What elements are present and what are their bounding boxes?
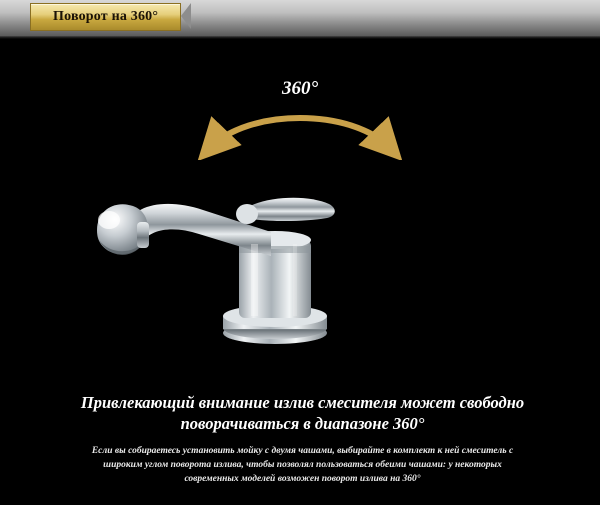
body-paragraph: Если вы собираетесь установить мойку с двумя чашами, выбирайте в комплект к ней смеситель с широким углом поворота излива, чтобы позволял пользоваться обеими чашами: у некоторых современных моделей возможен поворот излива на 360° [91,446,514,484]
ribbon-notch-right-icon [181,3,191,29]
faucet-illustration [75,170,375,355]
rotation-arc-icon [190,100,410,160]
angle-label: 360° [281,78,319,99]
section-ribbon [30,3,181,31]
section-title: Поворот на 360° [53,9,159,24]
headline-text: Привлекающий внимание излив смесителя может свободно поворачиваться в диапазоне 360° [80,393,525,433]
